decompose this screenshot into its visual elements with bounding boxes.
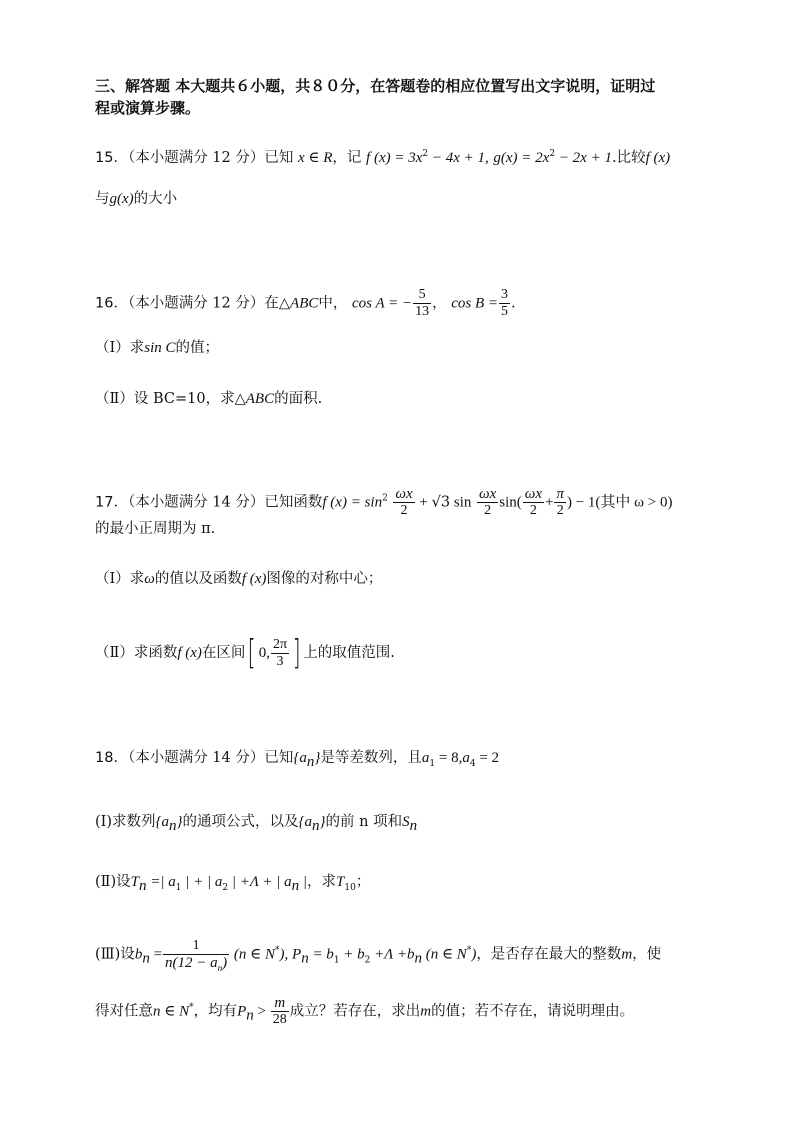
fraction-5-13: $\frac{5}{13}$ — [415, 287, 430, 319]
question-17-line2: 的最小正周期为 π. — [95, 521, 216, 537]
question-18-part3-line2: 得对任意n ∈ N*，均有$P_n$ > $\frac{m}{28}$ 成立？若存在，求出m的值；若不存在，请说明理由。 — [95, 995, 635, 1027]
question-18-line1: 18．（本小题满分 14 分）已知$\{a_n\}$是等差数列，且$a_1 = 8,a_4 = 2$ — [95, 750, 500, 770]
question-17-part2: （Ⅱ）求函数f (x)在区间[ 0, $\frac{2\pi}{3}$ ] 上的取值范围. — [95, 633, 395, 673]
fraction-pi-2: $\frac{\pi}{2}$ — [556, 486, 564, 518]
question-18-part1: (Ⅰ)求数列$\{a_n\}$的通项公式，以及$\{a_n\}$的前 n 项和$S_n$ — [95, 814, 418, 834]
question-17-part1: （Ⅰ）求ω的值以及函数f (x)图像的对称中心； — [95, 571, 383, 587]
section-heading-line1: 三、解答题 本大题共６小题，共８０分，在答题卷的相应位置写出文字说明，证明过 — [95, 77, 656, 95]
question-16-part1: （Ⅰ）求sin C的值； — [95, 340, 219, 356]
question-17-line1: 17．（本小题满分 14 分）已知函数f $(x) = \sin^2$ $\frac{\omega x}{2}$ + √3 sin $\frac{\omega x}{2}$ sin( $\frac{\omega x}{2}$ + $\frac{\pi}{2}$ ) − 1(其中 ω > 0) — [95, 486, 673, 518]
fraction-bn: $\frac{1}{n(12 - a_n)}$ — [165, 938, 228, 973]
fraction-2pi-3: $\frac{2\pi}{3}$ — [272, 636, 288, 669]
fraction-wx-2b: $\frac{\omega x}{2}$ — [478, 486, 497, 518]
question-18-part2: (Ⅱ)设$T_n$ =| $a_1$ | + | $a_2$ | +Λ + | $a_n$ |，求$T_{10}$； — [95, 874, 371, 894]
fraction-wx-2: $\frac{\omega x}{2}$ — [395, 486, 413, 518]
fraction-3-5: $\frac{3}{5}$ — [501, 287, 508, 319]
question-16-part2: （Ⅱ）设 BC=10，求△ABC的面积. — [95, 391, 323, 407]
left-bracket: [ — [248, 633, 257, 673]
fraction-wx-2c: $\frac{\omega x}{2}$ — [524, 486, 542, 518]
fraction-m-28: $\frac{m}{28}$ — [272, 995, 287, 1027]
right-bracket: ] — [292, 633, 301, 673]
question-16-line1: 16．（本小题满分 12 分）在△ABC中， cos A = − $\frac{5}{13}$ ， cos B = $\frac{3}{5}$ . — [95, 287, 516, 319]
question-15-line1: 15．（本小题满分 12 分）已知 x ∈ R，记 f $(x) = 3x^2 - 4x + 1$, $g(x) = 2x^2 - 2x + 1$.比较f (x) — [95, 149, 671, 166]
question-15-line2: 与g(x)的大小 — [95, 191, 178, 207]
question-18-part3-line1: (Ⅲ)设$b_n$ = $\frac{1}{n(12 - a_n)}$ (n ∈ N*), $P_n = b_1 + b_2 +\Lambda +b_n$ (n ∈ N*)，是否存在最大的整数m，使 — [95, 938, 662, 973]
section-heading-line2: 程或演算步骤。 — [95, 99, 201, 117]
